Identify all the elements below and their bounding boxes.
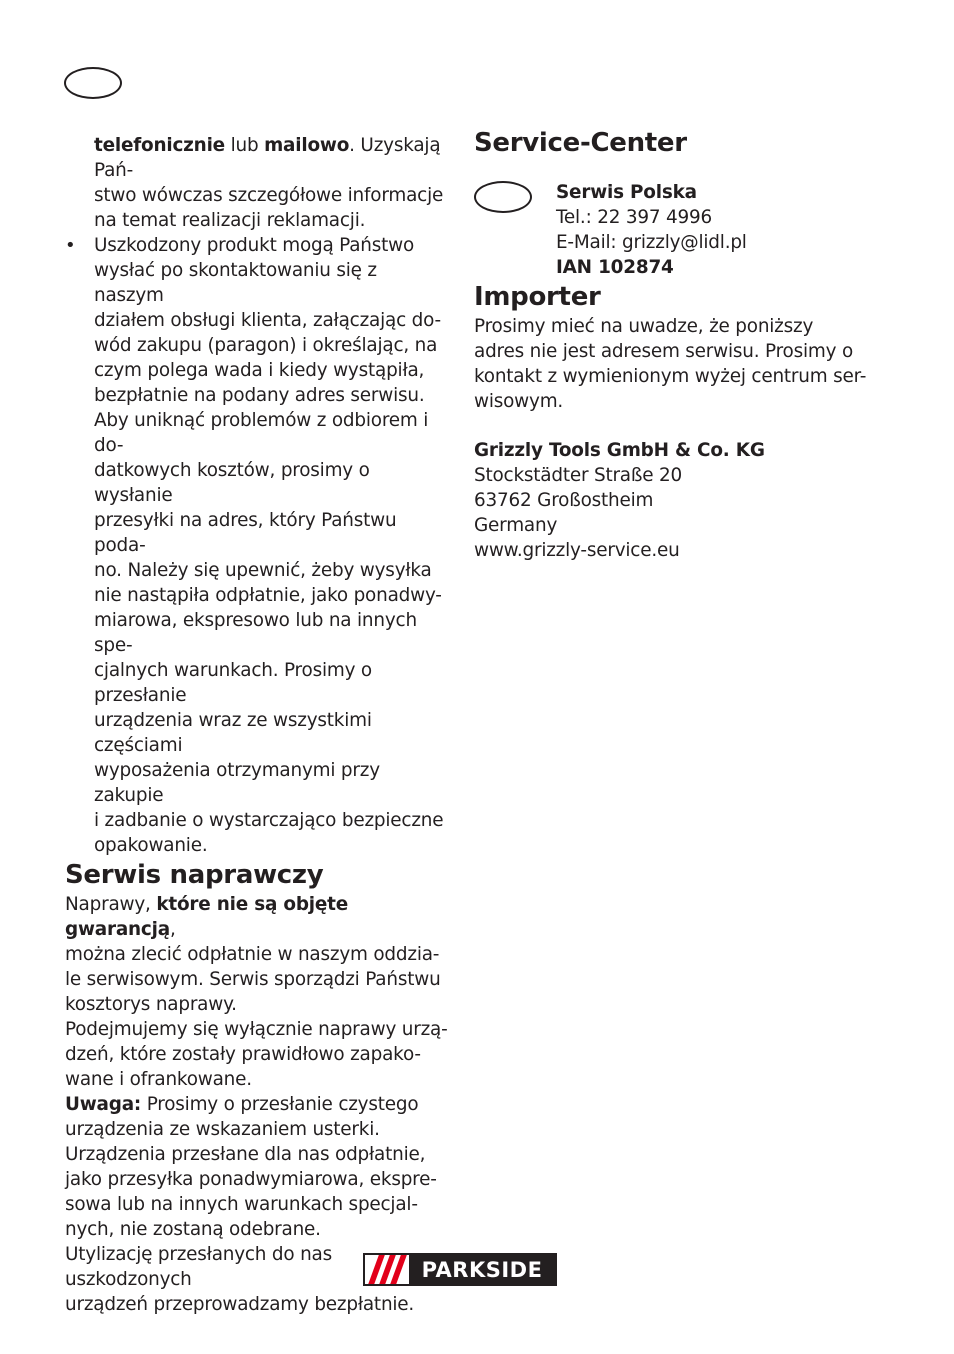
- country-badge: [474, 181, 532, 213]
- logo-stripes-icon: [365, 1255, 409, 1284]
- repair-paragraph: Naprawy, które nie są objęte gwarancją, można zlecić odpłatnie w naszym oddzia- le serwisowym. Serwis sporządzi Państwu kosztorys naprawy. Podejmujemy się wyłącznie naprawy urzą- dzeń, które zostały prawidłowo zapako- wane i ofrankowane. Uwaga: Prosimy o przesłanie czystego urządzenia ze wskazaniem usterki. Urządzenia przesłane dla nas odpłatnie, jako przesyłka ponadwymiarowa, ekspre- sowa lub na innych warunkach specjal- nych, nie zostaną odebrane. Utylizację przesłanych do nas uszkodzonych urządzeń przeprowadzamy bezpłatnie.: [65, 894, 448, 1315]
- no-warranty-bold: które nie są objęte gwarancją: [65, 894, 349, 940]
- language-badge: [64, 67, 122, 99]
- company-name: Grizzly Tools GmbH & Co. KG: [474, 440, 765, 461]
- service-phone: Tel.: 22 397 4996: [556, 207, 713, 228]
- service-email: E-Mail: grizzly@lidl.pl: [556, 232, 747, 253]
- contact-mail-bold: mailowo: [264, 135, 350, 156]
- importer-note: Prosimy mieć na uwadze, że poniższy adres nie jest adresem serwisu. Prosimy o kontakt z wymienionym wyżej centrum ser- wisowym.: [474, 316, 867, 412]
- contact-phone-bold: telefonicznie: [94, 135, 225, 156]
- service-center-heading: Service-Center: [474, 128, 687, 158]
- service-ian: IAN 102874: [556, 257, 674, 278]
- importer-heading: Importer: [474, 282, 601, 312]
- importer-address: Grizzly Tools GmbH & Co. KG Stockstädter Straße 20 63762 Großostheim Germany www.grizzly-service.eu: [474, 440, 765, 561]
- service-contact-block: [474, 180, 874, 280]
- bullet-item: [65, 233, 450, 858]
- right-column: [474, 126, 874, 563]
- service-name: Serwis Polska: [556, 182, 697, 203]
- note-label: Uwaga:: [65, 1094, 142, 1115]
- left-column: [65, 133, 450, 1317]
- website-link: www.grizzly-service.eu: [474, 540, 680, 561]
- logo-text: PARKSIDE: [421, 1257, 543, 1282]
- continued-paragraph: telefonicznie lub mailowo. Uzyskają Pań- stwo wówczas szczegółowe informacje na temat realizacji reklamacji.: [94, 135, 444, 231]
- parkside-logo: [363, 1253, 557, 1286]
- bullet-text: Uszkodzony produkt mogą Państwo wysłać po skontaktowaniu się z naszym działem obsługi klienta, załączając do- wód zakupu (paragon) i określając, na czym polega wada i kiedy wystąpiła, bezpłatnie na podany adres serwisu. Aby uniknąć problemów z odbiorem i do- datkowych kosztów, prosimy o wysłanie przesyłki na adres, który Państwu poda- no. Należy się upewnić, żeby wysyłka nie nastąpiła odpłatnie, jako ponadwy- miarowa, ekspresowo lub na innych spe- cjalnych warunkach. Prosimy o przesłanie urządzenia wraz ze wszystkimi częściami wyposażenia otrzymanymi przy zakupie i zadbanie o wystarczająco bezpieczne opakowanie.: [94, 235, 444, 856]
- bullet-icon: •: [65, 235, 76, 256]
- repair-service-heading: Serwis naprawczy: [65, 860, 324, 890]
